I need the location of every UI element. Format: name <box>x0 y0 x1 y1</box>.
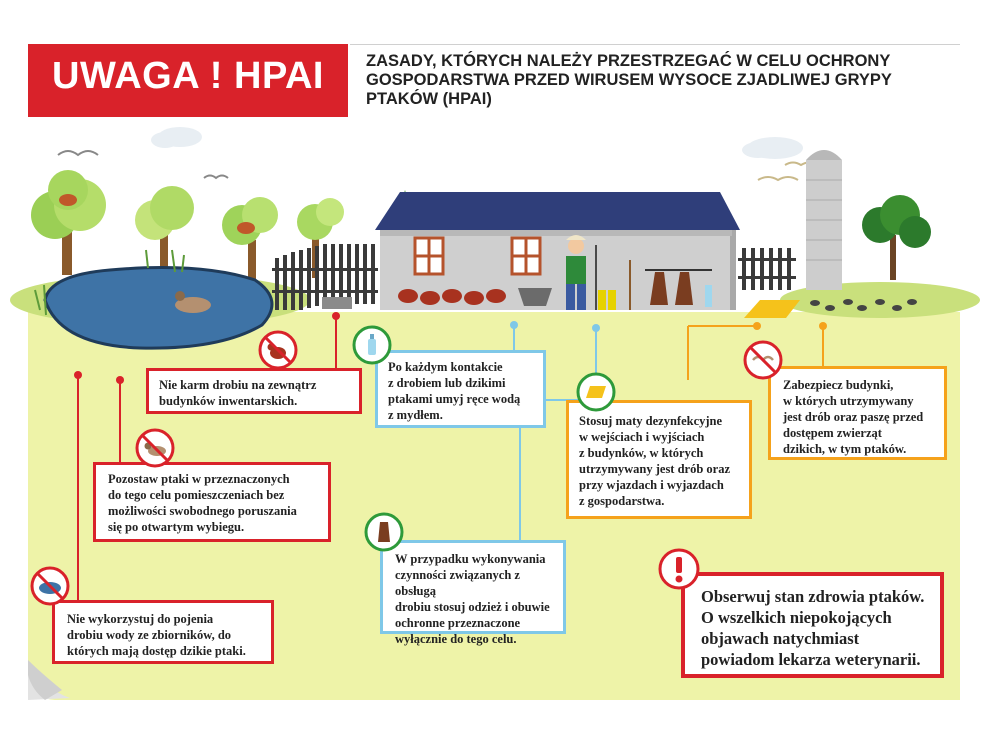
tip-box-secure-buildings <box>768 366 947 460</box>
tip-line: budynków inwentarskich. <box>159 394 298 408</box>
hand-wash-soap-icon <box>352 325 392 365</box>
tip-line: w wejściach i wyjściach <box>579 430 705 444</box>
no-wild-bird-icon <box>743 340 783 380</box>
tip-line: powiadom lekarza weterynarii. <box>701 650 921 669</box>
disinfection-mat-icon <box>576 372 616 412</box>
tip-line: z drobiem lub dzikimi <box>388 376 506 390</box>
tip-line: utrzymywany jest drób oraz <box>579 462 731 476</box>
tip-line: Nie wykorzystuj do pojenia <box>67 612 214 626</box>
header-divider <box>350 44 960 45</box>
tip-line: drobiu stosuj odzież i obuwie <box>395 600 550 614</box>
tip-box-protective-clothing <box>380 540 566 646</box>
tip-line: Obserwuj stan zdrowia ptaków. <box>701 587 925 606</box>
no-free-range-duck-icon <box>135 428 175 468</box>
tip-line: dostępem zwierząt <box>783 426 882 440</box>
tip-box-no-pond-water <box>52 600 274 664</box>
tip-line: objawach natychmiast <box>701 629 860 648</box>
protective-apron-icon <box>364 512 404 552</box>
tip-line: przy wjazdach i wyjazdach <box>579 478 724 492</box>
tip-box-wash-hands <box>375 350 546 428</box>
tip-line: się po otwartym wybiegu. <box>108 520 245 534</box>
tip-line: możliwości swobodnego poruszania <box>108 504 297 518</box>
headline-line: PTAKÓW (HPAI) <box>366 90 492 108</box>
tip-line: do tego celu pomieszczeniach bez <box>108 488 285 502</box>
tip-line: Zabezpiecz budynki, <box>783 378 894 392</box>
tip-line: z gospodarstwa. <box>579 494 665 508</box>
tip-line: Stosuj maty dezynfekcyjne <box>579 414 723 428</box>
headline-line: GOSPODARSTWA PRZED WIRUSEM WYSOCE ZJADLIWEJ GRYPY <box>366 71 892 89</box>
tip-line: W przypadku wykonywania <box>395 552 546 566</box>
banner-title: UWAGA ! HPAI <box>52 55 324 97</box>
tip-line: Po każdym kontakcie <box>388 360 503 374</box>
no-feeding-chicken-icon <box>258 330 298 370</box>
exclamation-alert-icon <box>658 548 700 590</box>
tip-line: z mydłem. <box>388 408 443 422</box>
tip-line: Nie karm drobiu na zewnątrz <box>159 378 317 392</box>
tip-line: czynności związanych z obsługą <box>395 568 520 598</box>
tip-line: wyłącznie do tego celu. <box>395 632 517 646</box>
tip-line: których mają dostęp dzikie ptaki. <box>67 644 246 658</box>
tip-line: Pozostaw ptaki w przeznaczonych <box>108 472 290 486</box>
tip-line: jest drób oraz paszę przed <box>783 410 924 424</box>
page-headline <box>366 52 956 109</box>
tip-line: w których utrzymywany <box>783 394 914 408</box>
tip-box-no-outdoor-feeding <box>146 368 362 414</box>
headline-line: ZASADY, KTÓRYCH NALEŻY PRZESTRZEGAĆ W CELU OCHRONY <box>366 52 891 70</box>
tip-box-keep-indoors <box>93 462 331 542</box>
tip-line: z budynków, w których <box>579 446 704 460</box>
tip-box-disinfection-mats <box>566 400 752 519</box>
warning-banner <box>28 44 348 117</box>
tip-line: ptakami umyj ręce wodą <box>388 392 521 406</box>
tip-line: ochronne przeznaczone <box>395 616 521 630</box>
tip-line: dzikich, w tym ptaków. <box>783 442 907 456</box>
tip-box-observe-health <box>681 572 944 678</box>
tip-line: O wszelkich niepokojących <box>701 608 892 627</box>
no-pond-water-icon <box>30 566 70 606</box>
tip-line: drobiu wody ze zbiorników, do <box>67 628 232 642</box>
